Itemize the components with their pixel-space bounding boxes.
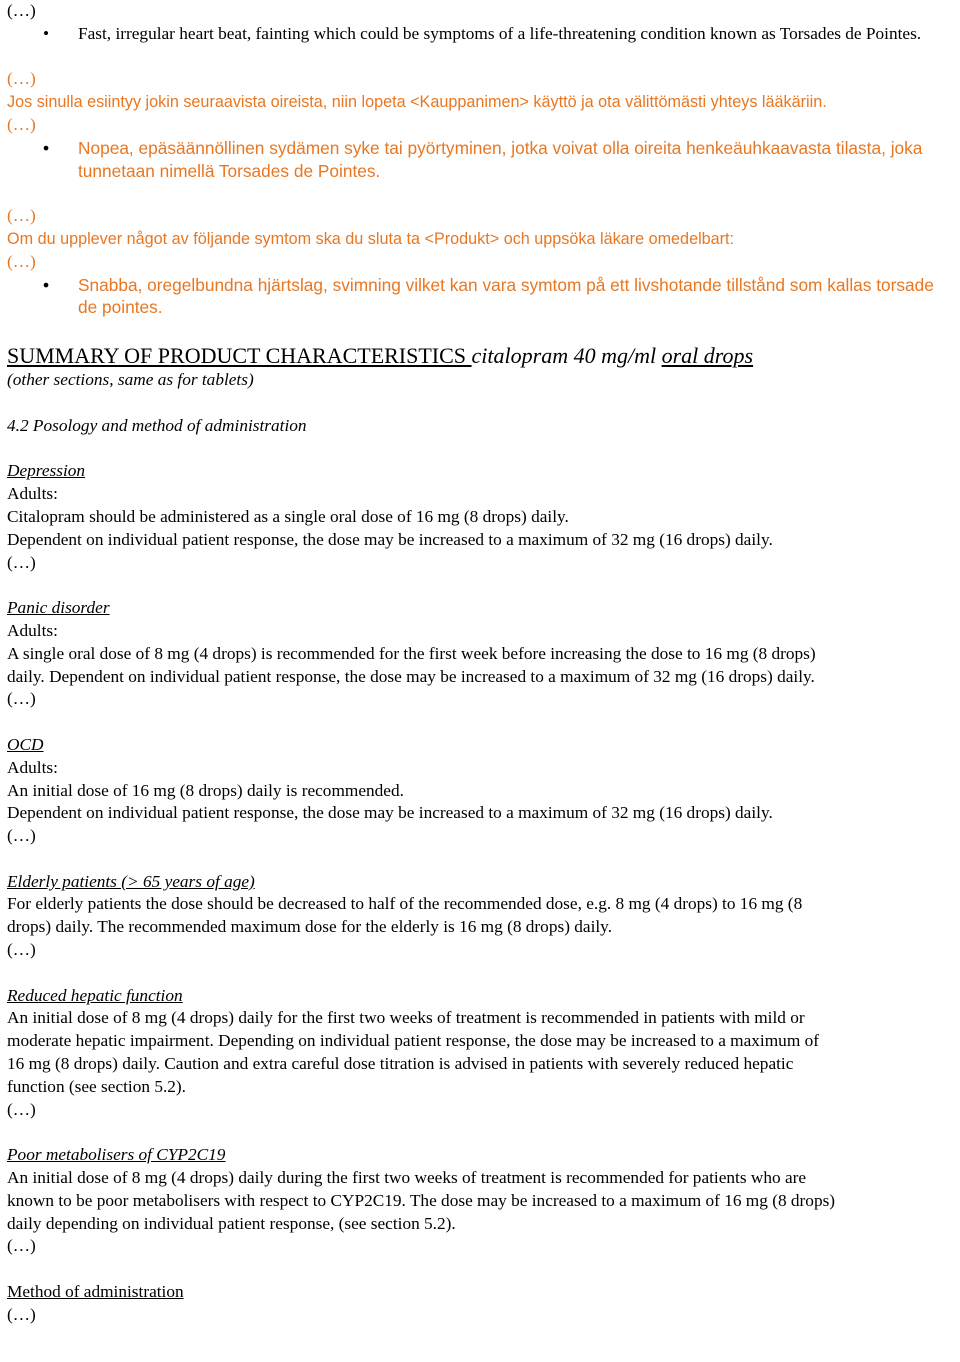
elderly-line-1: For elderly patients the dose should be decreased to half of the recommended dose, e.g. 8 mg (4 drops) to 16 mg (8 <box>7 894 803 914</box>
elderly-line-2: drops) daily. The recommended maximum dose for the elderly is 16 mg (8 drops) daily. <box>7 917 613 937</box>
panic-heading: Panic disorder <box>7 598 110 618</box>
poor-line-3: daily depending on individual patient response, (see section 5.2). <box>7 1213 456 1233</box>
panic-adults: Adults: <box>7 620 58 640</box>
hepatic-line-2: moderate hepatic impairment. Depending on individual patient response, the dose may be increased to a maximum of <box>7 1031 819 1051</box>
hepatic-line-3: 16 mg (8 drops) daily. Caution and extra careful dose titration is advised in patients with severely reduced hepatic <box>7 1054 794 1074</box>
smpc-subtitle: (other sections, same as for tablets) <box>7 370 254 390</box>
depression-line-1: Citalopram should be administered as a single oral dose of 16 mg (8 drops) daily. <box>7 506 569 526</box>
list-item-en <box>7 23 957 46</box>
smpc-title <box>7 343 957 369</box>
ocd-line-1: An initial dose of 16 mg (8 drops) daily is recommended. <box>7 780 404 800</box>
ellipsis: (…) <box>7 1304 36 1324</box>
fi-bullet-text: Nopea, epäsäännöllinen sydämen syke tai pyörtyminen, jotka voivat olla oireita henkeäuhkaavasta tilasta, joka tunnetaan nimellä Torsades de Pointes. <box>78 137 923 181</box>
ellipsis: (…) <box>7 206 36 226</box>
elderly-heading: Elderly patients (> 65 years of age) <box>7 871 255 891</box>
sv-intro: Om du upplever något av följande symtom ska du sluta ta <Produkt> och uppsöka läkare omedelbart: <box>7 229 735 248</box>
bullet-icon: • <box>43 137 50 158</box>
ocd-line-2: Dependent on individual patient response, the dose may be increased to a maximum of 32 mg (16 drops) daily. <box>7 803 773 823</box>
depression-adults: Adults: <box>7 484 58 504</box>
ellipsis: (…) <box>7 826 36 846</box>
poor-metabolisers-heading: Poor metabolisers of CYP2C19 <box>7 1145 226 1165</box>
hepatic-line-1: An initial dose of 8 mg (4 drops) daily for the first two weeks of treatment is recommended in patients with mild or <box>7 1008 805 1028</box>
smpc-title-product: citalopram 40 mg/ml <box>471 343 662 369</box>
ellipsis: (…) <box>7 114 36 134</box>
ellipsis: (…) <box>7 689 36 709</box>
panic-line-1: A single oral dose of 8 mg (4 drops) is recommended for the first week before increasing the dose to 16 mg (8 drops) <box>7 643 816 663</box>
ellipsis: (…) <box>7 251 36 271</box>
panic-line-2: daily. Dependent on individual patient response, the dose may be increased to a maximum of 32 mg (16 drops) daily. <box>7 666 815 686</box>
hepatic-line-4: function (see section 5.2). <box>7 1076 186 1096</box>
depression-line-2: Dependent on individual patient response, the dose may be increased to a maximum of 32 mg (16 drops) daily. <box>7 529 773 549</box>
bullet-icon: • <box>43 274 50 295</box>
document-page <box>7 0 957 1327</box>
section-heading: 4.2 Posology and method of administration <box>7 415 307 435</box>
en-bullet-text: Fast, irregular heart beat, fainting which could be symptoms of a life-threatening condition known as Torsades de Pointes. <box>78 23 922 43</box>
sv-bullet-text: Snabba, oregelbundna hjärtslag, svimning vilket kan vara symtom på ett livshotande tillstånd som kallas torsade de pointes. <box>78 274 934 318</box>
list-item-fi <box>7 137 957 183</box>
ellipsis: (…) <box>7 940 36 960</box>
depression-heading: Depression <box>7 461 86 481</box>
ocd-adults: Adults: <box>7 757 58 777</box>
list-item-sv <box>7 274 957 320</box>
ellipsis: (…) <box>7 552 36 572</box>
ellipsis: (…) <box>7 69 36 89</box>
poor-line-2: known to be poor metabolisers with respect to CYP2C19. The dose may be increased to a maximum of 16 mg (8 drops) <box>7 1190 836 1210</box>
poor-line-1: An initial dose of 8 mg (4 drops) daily during the first two weeks of treatment is recommended for patients who are <box>7 1168 807 1188</box>
ellipsis: (…) <box>7 1099 36 1119</box>
ellipsis: (…) <box>7 1 36 20</box>
fi-intro: Jos sinulla esiintyy jokin seuraavista oireista, niin lopeta <Kauppanimen> käyttö ja ota välittömästi yhteys lääkäriin. <box>7 93 827 112</box>
ocd-heading: OCD <box>7 734 44 754</box>
bullet-icon: • <box>43 23 50 43</box>
method-heading: Method of administration <box>7 1282 184 1302</box>
smpc-title-main: SUMMARY OF PRODUCT CHARACTERISTICS <box>7 343 472 369</box>
hepatic-heading: Reduced hepatic function <box>7 985 183 1005</box>
smpc-title-form: oral drops <box>661 343 754 369</box>
ellipsis: (…) <box>7 1236 36 1256</box>
